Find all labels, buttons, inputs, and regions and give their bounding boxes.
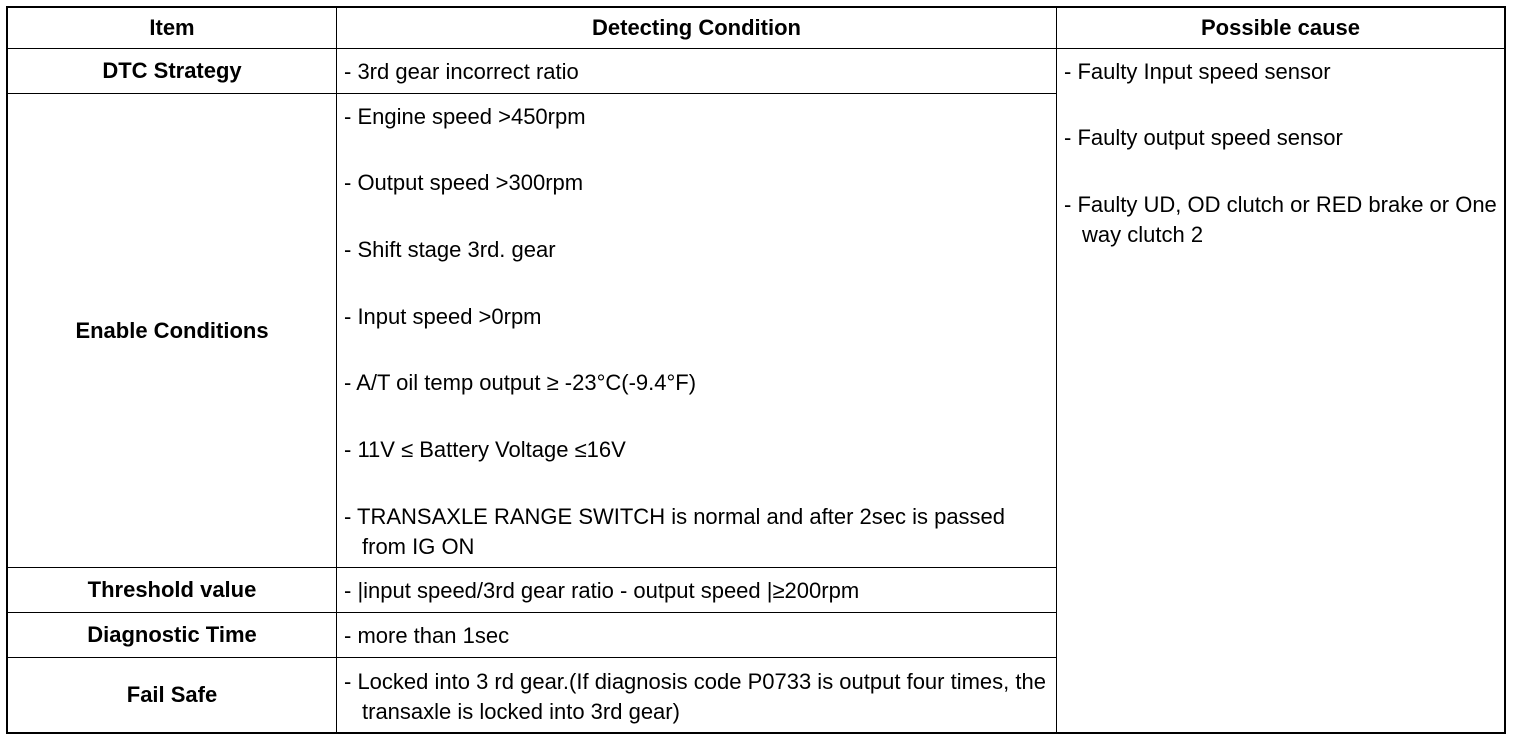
row-label-diagnostic-time: Diagnostic Time xyxy=(87,622,257,647)
condition-fail-safe: - Locked into 3 rd gear.(If diagnosis code P0733 is output four times, the transaxle is locked into 3rd gear) xyxy=(344,669,1046,724)
header-detecting-condition: Detecting Condition xyxy=(592,15,801,40)
condition-input-speed: - Input speed >0rpm xyxy=(344,304,542,329)
column-divider-1 xyxy=(336,6,337,734)
condition-threshold: - |input speed/3rd gear ratio - output speed |≥200rpm xyxy=(344,578,860,603)
row-label-threshold-value: Threshold value xyxy=(87,577,257,602)
header-possible-cause: Possible cause xyxy=(1201,15,1360,40)
condition-oil-temp: - A/T oil temp output ≥ -23°C(-9.4°F) xyxy=(344,370,697,395)
cause-input-speed-sensor: - Faulty Input speed sensor xyxy=(1064,59,1331,84)
condition-engine-speed: - Engine speed >450rpm xyxy=(344,104,586,129)
cause-clutch-brake: - Faulty UD, OD clutch or RED brake or One way clutch 2 xyxy=(1064,192,1497,247)
condition-range-switch: - TRANSAXLE RANGE SWITCH is normal and after 2sec is passed from IG ON xyxy=(344,504,1006,559)
header-item: Item xyxy=(149,15,195,40)
cause-output-speed-sensor: - Faulty output speed sensor xyxy=(1064,125,1343,150)
condition-diagnostic-time: - more than 1sec xyxy=(344,623,510,648)
row-label-fail-safe: Fail Safe xyxy=(126,682,218,707)
row-label-enable-conditions: Enable Conditions xyxy=(75,317,269,343)
condition-battery-voltage: - 11V ≤ Battery Voltage ≤16V xyxy=(344,437,626,462)
condition-output-speed: - Output speed >300rpm xyxy=(344,170,584,195)
condition-shift-stage: - Shift stage 3rd. gear xyxy=(344,237,556,262)
row-label-dtc-strategy: DTC Strategy xyxy=(102,58,242,83)
condition-dtc-strategy: - 3rd gear incorrect ratio xyxy=(344,59,579,84)
